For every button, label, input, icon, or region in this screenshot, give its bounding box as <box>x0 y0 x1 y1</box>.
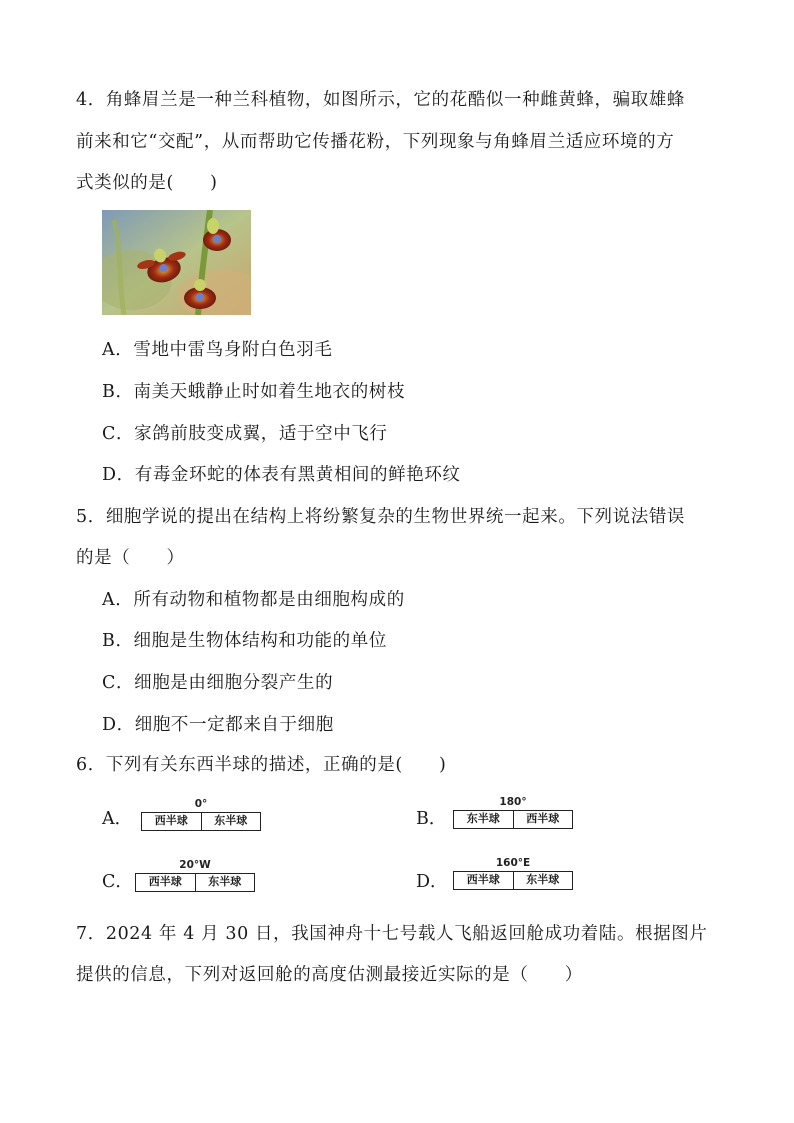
hemisphere-right: 东半球 <box>214 814 248 827</box>
q5-stem-line-1: 5．细胞学说的提出在结构上将纷繁复杂的生物世界统一起来。下列说法错误 <box>76 507 686 527</box>
q5-option-b: B．细胞是生物体结构和功能的单位 <box>102 631 387 651</box>
q5-option-a: A．所有动物和植物都是由细胞构成的 <box>102 590 405 610</box>
q4-option-c: C．家鸽前肢变成翼，适于空中飞行 <box>102 424 388 444</box>
q6-option-c-letter: C． <box>102 872 133 892</box>
orchid-photo <box>102 210 251 315</box>
q6-stem: 6．下列有关东西半球的描述，正确的是( ) <box>76 755 447 775</box>
q5-option-d: D．细胞不一定都来自于细胞 <box>102 715 334 735</box>
hemisphere-right: 西半球 <box>526 812 560 825</box>
q6-option-d-letter: D． <box>416 872 448 892</box>
q5-stem-line-2: 的是（ ） <box>76 548 185 568</box>
q7-stem-line-1: 7．2024 年 4 月 30 日，我国神舟十七号载人飞船返回舱成功着陆。根据图片 <box>76 924 708 944</box>
q6-option-c-diagram <box>135 859 255 899</box>
q4-stem-line-2: 前来和它“交配”，从而帮助它传播花粉，下列现象与角蜂眉兰适应环境的方 <box>76 132 675 152</box>
q7-stem-line-2: 提供的信息，下列对返回舱的高度估测最接近实际的是（ ） <box>76 965 583 985</box>
hemisphere-left: 西半球 <box>136 874 196 891</box>
hemisphere-left: 西半球 <box>142 813 202 830</box>
q4-option-d: D．有毒金环蛇的体表有黑黄相间的鲜艳环纹 <box>102 465 461 485</box>
hemisphere-right: 东半球 <box>208 875 242 888</box>
meridian-label: 0° <box>194 798 208 810</box>
meridian-label: 20°W <box>179 859 211 871</box>
q6-option-a-letter: A． <box>102 809 133 829</box>
q5-option-c: C．细胞是由细胞分裂产生的 <box>102 673 334 693</box>
q4-option-b: B．南美天蛾静止时如着生地衣的树枝 <box>102 382 406 402</box>
q6-option-b-letter: B． <box>416 809 447 829</box>
meridian-label: 160°E <box>495 857 531 869</box>
q6-option-d-diagram <box>453 857 573 897</box>
q6-option-b-diagram <box>453 796 573 836</box>
hemisphere-right: 东半球 <box>526 873 560 886</box>
q4-option-a: A．雪地中雷鸟身附白色羽毛 <box>102 340 333 360</box>
q4-stem-line-3: 式类似的是( ) <box>76 173 218 193</box>
hemisphere-left: 西半球 <box>454 872 514 889</box>
hemisphere-left: 东半球 <box>454 811 514 828</box>
meridian-label: 180° <box>499 796 527 808</box>
q4-stem-line-1: 4．角蜂眉兰是一种兰科植物，如图所示，它的花酷似一种雌黄蜂，骗取雄蜂 <box>76 90 686 110</box>
q6-option-a-diagram <box>141 798 261 838</box>
